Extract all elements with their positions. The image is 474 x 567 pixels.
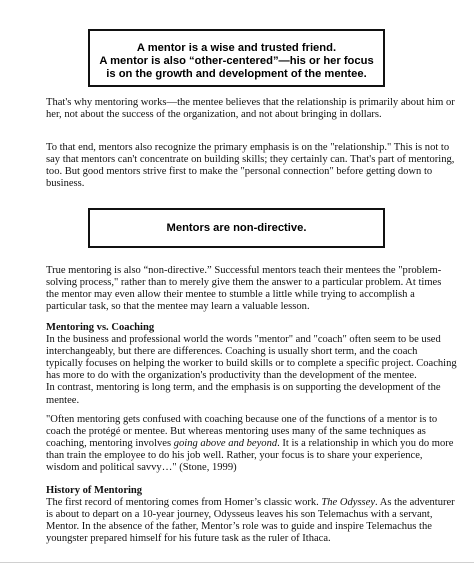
text-line: mentee. bbox=[46, 394, 80, 406]
text-line: To that end, mentors also recognize the primary emphasis is on the "relationship." This is not to bbox=[46, 142, 450, 153]
text-line: her, not about the success of the organization, and not about bringing in dollars. bbox=[46, 109, 382, 121]
callout-line: A mentor is a wise and trusted friend. bbox=[136, 42, 337, 54]
text-line: the mentor may even allow their mentee to stumble a little while trying to accomplish a bbox=[46, 289, 415, 301]
text-line: wisdom and political savvy…" (Stone, 1999) bbox=[46, 462, 237, 474]
text-line: typically focuses on helping the worker to build skills or to complete a specific project. Coaching bbox=[46, 358, 457, 370]
text-line: has more to do with the organization's productivity than the development of the mentee. bbox=[46, 370, 417, 382]
callout-line: Mentors are non-directive. bbox=[166, 222, 307, 234]
book-title: The Odyssey bbox=[321, 497, 376, 509]
section-history-of-mentoring bbox=[46, 485, 455, 545]
text-line: than train the employee to do his job well. Rather, your focus is to share your experience, bbox=[46, 450, 423, 462]
paragraph-relationship-emphasis bbox=[46, 142, 455, 190]
section-heading: History of Mentoring bbox=[46, 485, 143, 496]
text-line bbox=[46, 438, 454, 450]
stone-quote-paragraph bbox=[46, 414, 454, 474]
text-line: Mentor. In the absence of the father, Mentor’s role was to guide and inspire Telemachus the bbox=[46, 521, 432, 533]
mentor-definition-callout bbox=[88, 29, 385, 87]
text-run: . As the adventurer bbox=[375, 497, 455, 509]
section-heading: Mentoring vs. Coaching bbox=[46, 322, 155, 333]
text-line: That's why mentoring works—the mentee believes that the relationship is primarily about him or bbox=[46, 97, 455, 108]
text-line: youngster prepared himself for his future task as the ruler of Ithaca. bbox=[46, 533, 331, 545]
text-line: "Often mentoring gets confused with coaching because one of the functions of a mentor is to bbox=[46, 414, 438, 425]
section-mentoring-vs-coaching bbox=[46, 322, 457, 407]
text-line: particular task, so that the mentee may learn a valuable lesson. bbox=[46, 301, 310, 313]
callout-line: A mentor is also “other-centered”—his or her focus bbox=[99, 55, 374, 67]
non-directive-callout bbox=[88, 208, 385, 248]
emphasis-text: going above and beyond bbox=[173, 438, 278, 450]
text-line: business. bbox=[46, 178, 85, 190]
page-bottom-divider bbox=[0, 562, 474, 563]
paragraph-non-directive bbox=[46, 265, 446, 313]
text-run: coaching, mentoring involves bbox=[46, 438, 174, 450]
text-line: is about to depart on a 10-year journey, Odysseus leaves his son Telemachus with a servant, bbox=[46, 509, 433, 521]
text-line: In the business and professional world the words "mentor" and "coach" often seem to be used bbox=[46, 334, 441, 346]
callout-line: is on the growth and development of the mentee. bbox=[106, 68, 367, 80]
text-line bbox=[46, 497, 455, 509]
text-line: In contrast, mentoring is long term, and the emphasis is on supporting the development of the bbox=[46, 382, 441, 394]
text-run: . It is a relationship in which you do more bbox=[277, 438, 454, 450]
text-run: The first record of mentoring comes from Homer’s classic work. bbox=[46, 497, 322, 509]
text-line: solving process," rather than to merely give them the answer to a particular problem. At times bbox=[46, 277, 442, 289]
text-line: coach the protégé or mentee. But whereas mentoring uses many of the same techniques as bbox=[46, 426, 426, 438]
text-line: too. But good mentors strive first to make the "personal connection" before getting down to bbox=[46, 166, 433, 178]
text-line: True mentoring is also “non-directive.” Successful mentors teach their mentees the "problem- bbox=[46, 265, 442, 276]
text-line: say that mentors can't concentrate on building skills; they certainly can. That's part of mentoring, bbox=[46, 154, 455, 166]
text-line: interchangeably, but there are differences. Coaching is usually short term, and the coach bbox=[46, 346, 418, 358]
paragraph-why-mentoring-works bbox=[46, 97, 455, 121]
